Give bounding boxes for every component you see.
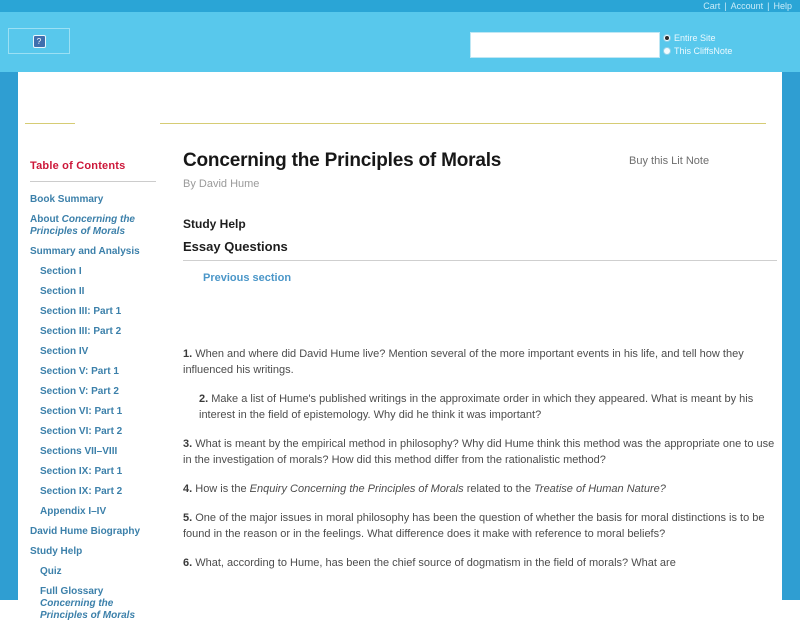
topbar [0, 0, 800, 12]
right-margin-strip [782, 72, 800, 600]
broken-image-icon: ? [33, 35, 46, 48]
content-area [18, 72, 782, 621]
sidebar-item[interactable]: Section IX: Part 2 [40, 486, 123, 497]
essay-question: 6. What, according to Hume, has been the chief source of dogmatism in the field of morals? What are [183, 557, 676, 569]
sidebar-item[interactable]: Section I [40, 266, 82, 277]
essay-question: 3. What is meant by the empirical method in philosophy? Why did Hume think this method was the appropriate one to use in the investigation of morals? How did this method differ from the rationalistic method? [183, 438, 775, 466]
left-margin-strip [0, 72, 18, 600]
site-logo[interactable] [8, 28, 70, 54]
sidebar-item[interactable]: Section IX: Part 1 [40, 466, 123, 477]
byline: By David Hume [183, 178, 260, 190]
toc-list [30, 194, 156, 622]
essay-question: 4. How is the Enquiry Concerning the Principles of Morals related to the Treatise of Human Nature? [183, 483, 666, 495]
sidebar-item[interactable]: Section V: Part 1 [40, 366, 119, 377]
toc-divider [30, 181, 156, 182]
essay-question: 1. When and where did David Hume live? Mention several of the more important events in his life, and tell how they influenced his writings. [183, 348, 744, 376]
radio-this-cliffsnote-label: This CliffsNote [674, 45, 733, 56]
toc-title: Table of Contents [30, 160, 126, 172]
sidebar-item[interactable]: Section VI: Part 2 [40, 426, 123, 437]
sidebar-item[interactable]: Section V: Part 2 [40, 386, 119, 397]
search-scope-group [663, 31, 732, 57]
sidebar-item[interactable]: Section II [40, 286, 85, 297]
sidebar-item[interactable]: Quiz [40, 566, 62, 577]
topbar-link-help[interactable]: Help [773, 1, 792, 11]
search-scope-this-cliffsnote[interactable] [663, 44, 732, 57]
previous-section-link[interactable]: Previous section [203, 272, 292, 284]
sidebar-item[interactable]: Full Glossary Concerning the Principles of Morals [40, 586, 136, 621]
sidebar-item[interactable]: About Concerning the Principles of Morals [30, 214, 135, 237]
radio-this-cliffsnote-icon[interactable] [663, 47, 671, 55]
topbar-link-account[interactable]: Account [730, 1, 764, 11]
search-scope-entire-site[interactable] [663, 31, 732, 44]
radio-entire-site-icon[interactable] [663, 34, 671, 42]
buy-lit-note-link[interactable]: Buy this Lit Note [629, 155, 710, 167]
sidebar-item[interactable]: Book Summary [30, 194, 104, 205]
sidebar-item[interactable]: Study Help [30, 546, 83, 557]
main-column [183, 150, 777, 584]
page-title: Concerning the Principles of Morals [183, 150, 502, 171]
topbar-link-cart[interactable]: Cart [703, 1, 721, 11]
essay-question: 2. Make a list of Hume's published writings in the approximate order in which they appeared. What is meant by his interest in the field of epistemology. Why did he think it was important? [199, 393, 754, 421]
site-header [0, 12, 800, 72]
search-input[interactable] [470, 32, 660, 58]
table-of-contents [30, 160, 156, 630]
questions [183, 346, 777, 571]
study-help-heading: Study Help [183, 217, 246, 231]
topbar-separator: | [767, 1, 770, 11]
main-top-rule [160, 123, 766, 124]
sidebar-item[interactable]: Section IV [40, 346, 89, 357]
heading-divider [183, 260, 777, 261]
sidebar-item[interactable]: Appendix I–IV [40, 506, 107, 517]
radio-entire-site-label: Entire Site [674, 32, 716, 43]
sidebar-item[interactable]: Sections VII–VIII [40, 446, 118, 457]
sidebar-item[interactable]: Section VI: Part 1 [40, 406, 123, 417]
essay-questions-heading: Essay Questions [183, 239, 288, 254]
sidebar-item[interactable]: Section III: Part 1 [40, 306, 122, 317]
sidebar-item[interactable]: Summary and Analysis [30, 246, 140, 257]
sidebar-item[interactable]: Section III: Part 2 [40, 326, 122, 337]
essay-question: 5. One of the major issues in moral philosophy has been the question of whether the basis for moral distinctions is to be found in the reason or in the feelings. What difference does it make with reference to moral beliefs? [183, 512, 765, 540]
sidebar-item[interactable]: David Hume Biography [30, 526, 141, 537]
sidebar-top-rule [25, 123, 75, 124]
topbar-separator: | [724, 1, 727, 11]
